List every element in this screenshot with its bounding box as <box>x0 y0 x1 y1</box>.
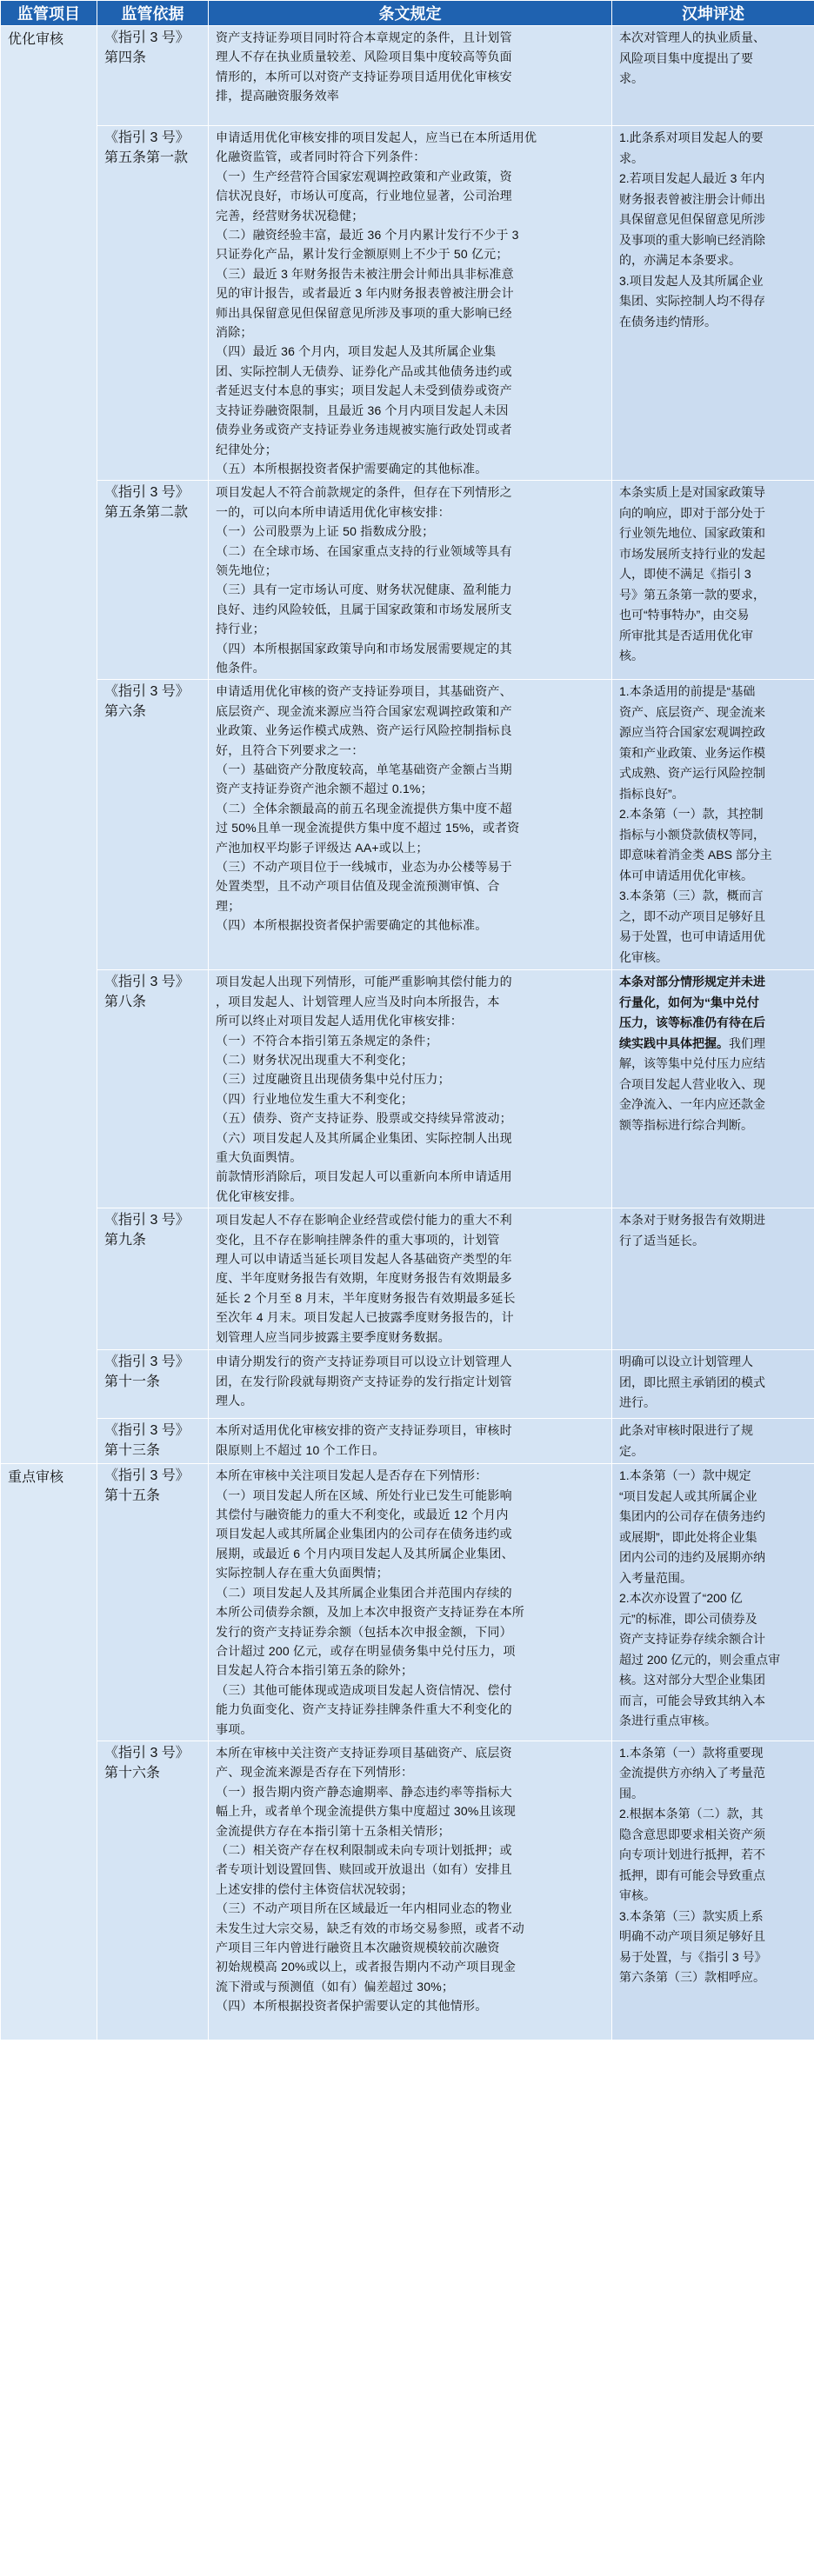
rule-line: 申请分期发行的资产支持证券项目可以设立计划管理人 <box>216 1355 512 1369</box>
comment-line: 的，亦满足本条要求。 <box>619 253 741 267</box>
comment-line: 之，即不动产项目足够好且 <box>619 909 765 923</box>
table-row <box>1 26 814 126</box>
basis-line: 第六条 <box>104 704 147 720</box>
rule-line: 本所公司债券余额，及加上本次申报资产支持证券在本所 <box>216 1605 524 1620</box>
comment-cell <box>612 1350 814 1419</box>
table-row <box>1 1350 814 1419</box>
basis-line: 《指引 3 号》 <box>104 975 190 990</box>
comment-line: 及事项的重大影响已经消除 <box>619 232 765 247</box>
comment-line: 本条实质上是对国家政策导 <box>619 485 765 500</box>
comment-line: 解，该等集中兑付压力应结 <box>619 1056 765 1071</box>
comment-line: 资产、底层资产、现金流来 <box>619 704 765 719</box>
table-row <box>1 1208 814 1350</box>
basis-line: 第十一条 <box>104 1375 161 1390</box>
comment-line: 明确可以设立计划管理人 <box>619 1355 753 1369</box>
comment-line: 指标良好”。 <box>619 786 684 801</box>
level-cell <box>1 26 97 1464</box>
rule-line: （四）行业地位发生重大不利变化； <box>216 1091 414 1106</box>
comment-line: 集团、实际控制人均不得存 <box>619 294 765 308</box>
rule-line: （五）本所根据投资者保护需要确定的其他标准。 <box>216 461 488 476</box>
comment-line: 金流提供方亦纳入了考量范 <box>619 1766 765 1781</box>
comment-line: 条进行重点审核。 <box>619 1714 717 1728</box>
comment-line: 在债务违约情形。 <box>619 314 717 329</box>
rule-line: 能力负面变化、资产支持证券挂牌条件重大不利变化的 <box>216 1702 512 1717</box>
basis-cell <box>97 1419 209 1464</box>
rule-line: 延长 2 个月至 8 月末，半年度财务报告有效期最多延长 <box>216 1290 516 1305</box>
rule-line: （二）项目发起人及其所属企业集团合并范围内存续的 <box>216 1585 512 1600</box>
rule-line: 目发起人符合本指引第五条的除外； <box>216 1663 414 1678</box>
rule-line: 处置类型，且不动产项目估值及现金流预测审慎、合 <box>216 879 500 894</box>
comment-line: 本条对于财务报告有效期进 <box>619 1213 765 1228</box>
table-row <box>1 481 814 680</box>
rule-line: 资产支持证券资产池余额不超过 0.1%； <box>216 782 433 796</box>
rule-line: ，项目发起人、计划管理人应当及时向本所报告，本 <box>216 994 500 1008</box>
rule-line: 前款情形消除后，项目发起人可以重新向本所申请适用 <box>216 1169 512 1184</box>
comment-line: 超过 200 亿元的，则会重点审 <box>619 1652 781 1667</box>
comment-line: 即意味着消金类 ABS 部分主 <box>619 848 772 862</box>
table-row <box>1 1419 814 1464</box>
basis-cell <box>97 1464 209 1741</box>
comment-line: 求。 <box>619 71 644 85</box>
comment-line: 核。这对部分大型企业集团 <box>619 1673 765 1687</box>
rule-line: （三）具有一定市场认可度、财务状况健康、盈利能力 <box>216 582 512 597</box>
rule-line: 纪律处分； <box>216 442 277 456</box>
basis-line: 《指引 3 号》 <box>104 1468 190 1484</box>
rule-cell <box>209 680 612 970</box>
rule-cell <box>209 1419 612 1464</box>
header-level: 监管项目 <box>1 1 97 26</box>
rule-line: （五）债券、资产支持证券、股票或交持续异常波动； <box>216 1111 512 1126</box>
rule-line: 金流提供方存在本指引第十五条相关情形； <box>216 1823 450 1838</box>
rule-cell <box>209 970 612 1208</box>
rule-line: 见的审计报告，或者最近 3 年内财务报表曾被注册会计 <box>216 286 514 301</box>
table-row <box>1 680 814 970</box>
rule-line: 发行的资产支持证券余额（包括本次申报金额，下同） <box>216 1624 512 1639</box>
rule-line: （二）财务状况出现重大不利变化； <box>216 1053 414 1067</box>
rule-line: （一）不符合本指引第五条规定的条件； <box>216 1033 438 1048</box>
comment-emphasis: 压力，该等标准仍有待在后 <box>619 1015 765 1030</box>
rule-line: 化融资监管，或者同时符合下列条件： <box>216 150 426 164</box>
rule-line: 其偿付与融资能力的重大不利变化，或最近 12 个月内 <box>216 1508 509 1522</box>
rule-line: 理人。 <box>216 1394 253 1408</box>
basis-line: 《指引 3 号》 <box>104 684 190 700</box>
rule-line: （六）项目发起人及其所属企业集团、实际控制人出现 <box>216 1130 512 1145</box>
basis-line: 第十五条 <box>104 1488 161 1504</box>
rule-cell <box>209 481 612 680</box>
comment-line: 围。 <box>619 1786 644 1801</box>
comment-emphasis: 行量化，如何为“集中兑付 <box>619 995 759 1009</box>
rule-line: 重大负面舆情。 <box>216 1150 303 1165</box>
comment-cell <box>612 126 814 481</box>
rule-line: （三）最近 3 年财务报告未被注册会计师出具非标准意 <box>216 266 514 281</box>
rule-line: 初始规模高 20%或以上，或者报告期内不动产项目现金 <box>216 1960 517 1974</box>
comment-line: 本次对管理人的执业质量、 <box>619 30 765 44</box>
basis-cell <box>97 1741 209 2040</box>
rule-line: 申请适用优化审核的资产支持证券项目，其基础资产、 <box>216 684 512 699</box>
comment-cell <box>612 26 814 126</box>
rule-cell <box>209 1350 612 1419</box>
rule-line: 合计超过 200 亿元，或存在明显债务集中兑付压力，项 <box>216 1643 516 1658</box>
header-rule: 条文规定 <box>209 1 612 26</box>
comment-tail: 我们理 <box>729 1035 765 1050</box>
comment-line: 向专项计划进行抵押，若不 <box>619 1847 765 1862</box>
rule-line: 过 50%且单一现金流提供方集中度不超过 15%，或者资 <box>216 821 520 835</box>
comment-emphasis: 本条对部分情形规定并未进 <box>619 975 765 989</box>
rule-line: 项目发起人或其所属企业集团内的公司存在债务违约或 <box>216 1527 512 1541</box>
header-comment: 汉坤评述 <box>612 1 814 26</box>
comment-line: 策和产业政策、业务运作模 <box>619 745 765 760</box>
rule-cell <box>209 1208 612 1350</box>
comment-line: 易于处置，也可申请适用优 <box>619 929 765 944</box>
rule-line: 优化审核安排。 <box>216 1188 303 1203</box>
comment-cell <box>612 1464 814 1741</box>
basis-line: 《指引 3 号》 <box>104 1745 190 1761</box>
rule-line: 底层资产、现金流来源应当符合国家宏观调控政策和产 <box>216 703 512 718</box>
comment-line: 指标与小额贷款债权等同， <box>619 827 765 842</box>
rule-line: 信状况良好，市场认可度高，行业地位显著，公司治理 <box>216 189 512 203</box>
rule-line: 理人不存在执业质量较差、风险项目集中度较高等负面 <box>216 50 512 64</box>
table-row <box>1 970 814 1208</box>
table-row <box>1 126 814 481</box>
comment-cell <box>612 481 814 680</box>
basis-line: 第十六条 <box>104 1765 161 1781</box>
basis-cell <box>97 680 209 970</box>
rule-line: 团，在发行阶段就每期资产支持证券的发行指定计划管 <box>216 1374 512 1388</box>
rule-line: 幅上升，或者单个现金流提供方集中度超过 30%且该现 <box>216 1804 517 1819</box>
comment-line: 而言，可能会导致其纳入本 <box>619 1693 765 1707</box>
comment-line: 具保留意见但保留意见所涉 <box>619 212 765 226</box>
comment-bold-line <box>619 993 807 1014</box>
rule-line: 他条件。 <box>216 660 265 675</box>
comment-bold-line <box>619 1034 807 1055</box>
comment-line: 此条对审核时限进行了规 <box>619 1423 753 1438</box>
level-cell <box>1 1464 97 2040</box>
basis-line: 第五条第二款 <box>104 505 189 521</box>
rule-line: 变化，且不存在影响挂牌条件的重大事项的，计划管 <box>216 1232 500 1247</box>
comment-line: 3.本条第（三）款实质上系 <box>619 1908 764 1923</box>
rule-line: 理； <box>216 898 241 913</box>
comment-line: 式成熟、资产运行风险控制 <box>619 766 765 781</box>
basis-line: 《指引 3 号》 <box>104 1355 190 1370</box>
comment-cell <box>612 1208 814 1350</box>
rule-line: 实际控制人存在重大负面舆情； <box>216 1566 389 1581</box>
rule-line: 理人可以申请适当延长项目发起人各基础资产类型的年 <box>216 1252 512 1267</box>
rule-cell <box>209 1464 612 1741</box>
basis-line: 第四条 <box>104 50 147 65</box>
rule-line: 本所在审核中关注资产支持证券项目基础资产、底层资 <box>216 1745 512 1760</box>
comment-line: 隐含意思即要求相关资产须 <box>619 1827 765 1841</box>
comment-line: “项目发起人或其所属企业 <box>619 1488 757 1503</box>
basis-cell <box>97 1208 209 1350</box>
basis-line: 《指引 3 号》 <box>104 30 190 45</box>
comment-line: 1.本条第（一）款中规定 <box>619 1468 751 1483</box>
comment-line: 人，即使不满足《指引 3 <box>619 567 751 582</box>
basis-line: 《指引 3 号》 <box>104 485 190 501</box>
rule-line: （四）本所根据投资者保护需要确定的其他标准。 <box>216 918 488 933</box>
rule-line: 一的，可以向本所申请适用优化审核安排： <box>216 504 450 519</box>
comment-line: 审核。 <box>619 1888 656 1903</box>
comment-cell <box>612 680 814 970</box>
rule-line: 好，且符合下列要求之一： <box>216 742 364 757</box>
comment-line: 体可申请适用优化审核。 <box>619 868 753 882</box>
comment-line: 风险项目集中度提出了要 <box>619 50 753 65</box>
rule-line: 良好、违约风险较低，且属于国家政策和市场发展所支 <box>216 602 512 616</box>
rule-line: 持行业； <box>216 622 265 636</box>
comment-line: 抵押，即有可能会导致重点 <box>619 1867 765 1882</box>
comment-line: 2.根据本条第（二）款，其 <box>619 1807 764 1821</box>
rule-line: 者延迟支付本息的事实；项目发起人未受到债券或资产 <box>216 383 512 398</box>
rule-line: 情形的，本所可以对资产支持证券项目适用优化审核安 <box>216 69 512 83</box>
comment-cell <box>612 1741 814 2040</box>
basis-cell <box>97 126 209 481</box>
comment-line: 1.本条第（一）款将重要现 <box>619 1745 764 1760</box>
basis-line: 《指引 3 号》 <box>104 130 190 145</box>
rule-line: 度、半年度财务报告有效期，年度财务报告有效期最多 <box>216 1271 512 1286</box>
level-label: 优化审核 <box>8 32 64 47</box>
rule-line: 者专项计划设置回售、赎回或开放退出（如有）安排且 <box>216 1862 512 1877</box>
comment-line: 明确不动产项目须足够好且 <box>619 1929 765 1944</box>
comment-line: 入考量范围。 <box>619 1570 692 1585</box>
basis-cell <box>97 1350 209 1419</box>
rule-line: （四）本所根据投资者保护需要认定的其他情形。 <box>216 1999 488 2014</box>
rule-line: 上述安排的偿付主体资信状况较弱； <box>216 1881 414 1896</box>
basis-cell <box>97 970 209 1208</box>
rule-line: 事项。 <box>216 1721 253 1736</box>
rule-line: 只证券化产品，累计发行金额原则上不少于 50 亿元； <box>216 247 509 262</box>
comment-line: 核。 <box>619 649 644 663</box>
comment-bold-line <box>619 972 807 993</box>
comment-line: 市场发展所支持行业的发起 <box>619 546 765 561</box>
comment-line: 2.本次亦设置了“200 亿 <box>619 1591 743 1606</box>
rule-line: 展期，或最近 6 个月内项目发起人及其所属企业集团、 <box>216 1546 514 1561</box>
rule-line: 限原则上不超过 10 个工作日。 <box>216 1442 385 1457</box>
comment-line: 团内公司的违约及展期亦纳 <box>619 1550 765 1565</box>
rule-line: 未发生过大宗交易，缺乏有效的市场交易参照，或者不动 <box>216 1920 524 1935</box>
rule-line: （四）本所根据国家政策导向和市场发展需要规定的其 <box>216 641 512 656</box>
comment-line: 2.若项目发起人最近 3 年内 <box>619 171 765 185</box>
rule-line: 项目发起人出现下列情形，可能严重影响其偿付能力的 <box>216 975 512 989</box>
comment-line: 进行。 <box>619 1395 656 1410</box>
rule-line: 划管理人应当同步披露主要季度财务数据。 <box>216 1329 450 1344</box>
comment-line: 化审核。 <box>619 949 668 964</box>
rule-line: 产池加权平均影子评级达 AA+或以上； <box>216 840 429 855</box>
rule-line: 流下滑或与预测值（如有）偏差超过 30%； <box>216 1979 455 1994</box>
rule-cell <box>209 1741 612 2040</box>
comment-line: 1.本条适用的前提是“基础 <box>619 684 756 699</box>
rule-line: （一）基础资产分散度较高，单笔基础资产金额占当期 <box>216 762 512 776</box>
rule-line: 领先地位； <box>216 562 277 577</box>
comment-line: 财务报表曾被注册会计师出 <box>619 191 765 206</box>
rule-line: （二）相关资产存在权利限制或未向专项计划抵押；或 <box>216 1842 512 1857</box>
basis-line: 第九条 <box>104 1233 147 1248</box>
rule-line: （一）生产经营符合国家宏观调控政策和产业政策，资 <box>216 169 512 183</box>
rule-line: 所可以终止对项目发起人适用优化审核安排： <box>216 1014 463 1028</box>
rule-line: （三）其他可能体现或造成项目发起人资信情况、偿付 <box>216 1682 512 1697</box>
comment-line: 1.此条系对项目发起人的要 <box>619 130 764 144</box>
comment-line: 金净流入、一年内应还款金 <box>619 1097 765 1112</box>
table-row <box>1 1741 814 2040</box>
rule-line: （一）项目发起人所在区域、所处行业已发生可能影响 <box>216 1488 512 1502</box>
rule-line: 本所对适用优化审核安排的资产支持证券项目，审核时 <box>216 1423 512 1438</box>
comment-line: 团，即比照主承销团的模式 <box>619 1375 765 1389</box>
comment-line: 行业领先地位、国家政策和 <box>619 526 765 541</box>
rule-line: 支持证券融资限制，且最近 36 个月内项目发起人未因 <box>216 403 509 417</box>
table-header-row <box>1 1 814 26</box>
basis-line: 第八条 <box>104 995 147 1010</box>
rule-cell <box>209 26 612 126</box>
table-body <box>1 26 814 2040</box>
comment-line: 合项目发起人营业收入、现 <box>619 1076 765 1091</box>
rule-line: 至次年 4 月末。项目发起人已披露季度财务报告的，计 <box>216 1310 514 1325</box>
comment-line: 所审批其是否适用优化审 <box>619 628 753 642</box>
rule-line: 项目发起人不存在影响企业经营或偿付能力的重大不利 <box>216 1213 512 1228</box>
comment-line: 或展期”，即此处将企业集 <box>619 1529 757 1544</box>
rule-line: 消除； <box>216 325 253 340</box>
rule-line: 排，提高融资服务效率 <box>216 89 339 103</box>
basis-cell <box>97 481 209 680</box>
comment-line: 集团内的公司存在债务违约 <box>619 1509 765 1524</box>
rule-line: （三）不动产项目所在区域最近一年内相同业态的物业 <box>216 1901 512 1916</box>
comment-emphasis: 续实践中具体把握。 <box>619 1035 729 1050</box>
rule-line: 申请适用优化审核安排的项目发起人，应当已在本所适用优 <box>216 130 537 144</box>
comment-cell <box>612 1419 814 1464</box>
rule-line: 资产支持证券项目同时符合本章规定的条件，且计划管 <box>216 30 512 44</box>
rule-line: 师出具保留意见但保留意见所涉及事项的重大影响已经 <box>216 305 512 320</box>
rule-line: 产项目三年内曾进行融资且本次融资规模较前次融资 <box>216 1940 500 1954</box>
comment-line: 元”的标准，即公司债券及 <box>619 1611 757 1626</box>
comment-bold-line <box>619 1013 807 1034</box>
comment-line: 源应当符合国家宏观调控政 <box>619 725 765 740</box>
rule-line: 债券业务或资产支持证券业务违规被实施行政处罚或者 <box>216 423 512 437</box>
rule-line: （二）融资经验丰富，最近 36 个月内累计发行不少于 3 <box>216 228 519 243</box>
rule-line: 产、现金流来源是否存在下列情形： <box>216 1765 414 1780</box>
comment-line: 资产支持证券存续余额合计 <box>619 1632 765 1647</box>
comment-line: 3.项目发起人及其所属企业 <box>619 273 764 288</box>
comment-line: 额等指标进行综合判断。 <box>619 1117 753 1132</box>
rule-line: （三）不动产项目位于一线城市，业态为办公楼等易于 <box>216 860 512 875</box>
rule-line: 完善，经营财务状况稳健； <box>216 208 364 223</box>
basis-line: 第十三条 <box>104 1443 161 1459</box>
header-basis: 监管依据 <box>97 1 209 26</box>
comment-line: 第六条第（三）款相呼应。 <box>619 1970 765 1985</box>
basis-cell <box>97 26 209 126</box>
rule-line: （二）全体余额最高的前五名现金流提供方集中度不超 <box>216 801 512 815</box>
basis-line: 《指引 3 号》 <box>104 1213 190 1228</box>
rule-line: 团、实际控制人无债券、证券化产品或其他债务违约或 <box>216 363 512 378</box>
comment-line: 也可“特事特办”，由交易 <box>619 608 750 622</box>
rule-line: 项目发起人不符合前款规定的条件，但存在下列情形之 <box>216 485 512 500</box>
rule-cell <box>209 126 612 481</box>
comment-line: 号》第五条第一款的要求， <box>619 587 765 602</box>
rule-line: 本所在审核中关注项目发起人是否存在下列情形： <box>216 1468 488 1483</box>
comment-line: 2.本条第（一）款，其控制 <box>619 807 764 822</box>
level-label: 重点审核 <box>8 1470 64 1486</box>
basis-line: 第五条第一款 <box>104 150 189 165</box>
comment-line: 求。 <box>619 150 644 165</box>
rule-line: （二）在全球市场、在国家重点支持的行业领域等具有 <box>216 543 512 558</box>
rule-line: （三）过度融资且出现债务集中兑付压力； <box>216 1072 450 1087</box>
comment-line: 易于处置，与《指引 3 号》 <box>619 1949 767 1964</box>
comment-line: 3.本条第（三）款，概而言 <box>619 889 764 903</box>
rule-line: （四）最近 36 个月内，项目发起人及其所属企业集 <box>216 344 497 359</box>
rule-line: 业政策、业务运作模式成熟、资产运行风险控制指标良 <box>216 723 512 738</box>
comment-line: 定。 <box>619 1443 644 1458</box>
comment-line: 行了适当延长。 <box>619 1233 704 1248</box>
basis-line: 《指引 3 号》 <box>104 1423 190 1439</box>
comment-cell <box>612 970 814 1208</box>
table-row <box>1 1464 814 1741</box>
rule-line: （一）公司股票为上证 50 指数成分股； <box>216 524 435 539</box>
comment-line: 向的响应，即对于部分处于 <box>619 505 765 520</box>
rule-line: （一）报告期内资产静态逾期率、静态违约率等指标大 <box>216 1784 512 1799</box>
